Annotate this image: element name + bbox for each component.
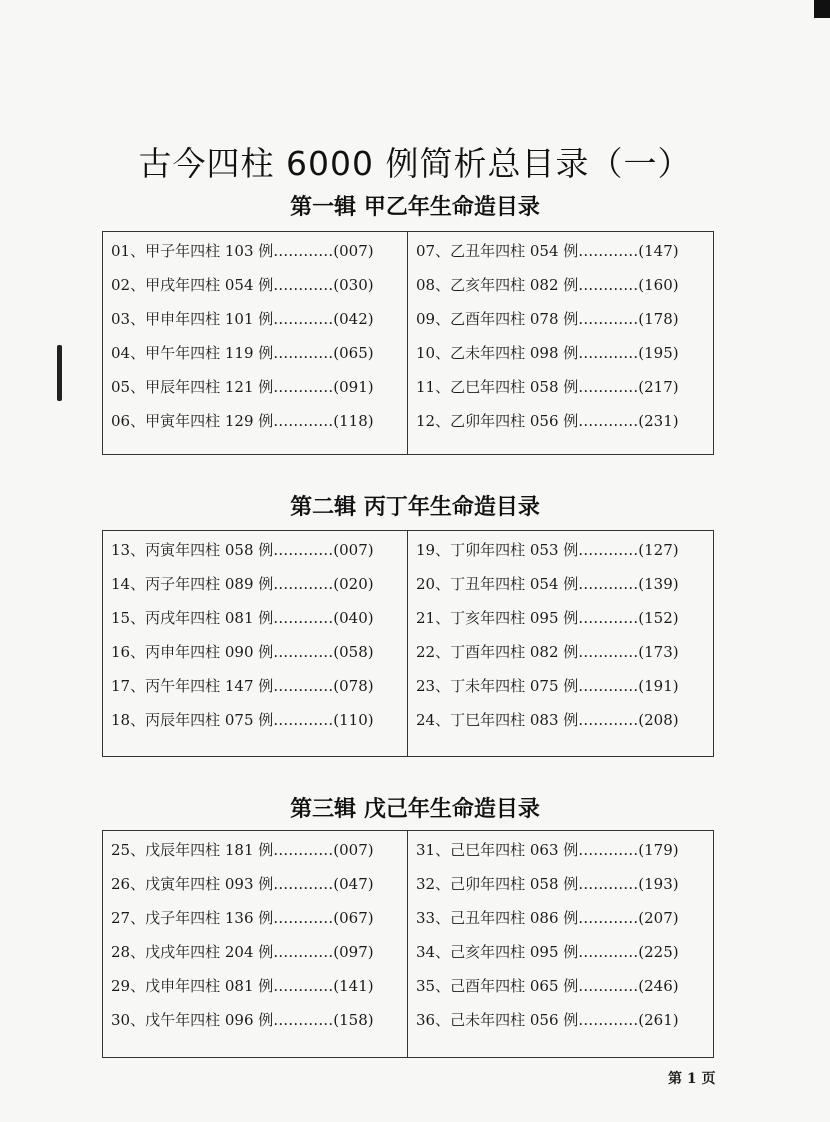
- toc-entry-page: (141): [333, 977, 374, 995]
- toc-entry-separator: 、: [130, 242, 146, 260]
- toc-entry-name: 乙丑年四柱 054 例: [450, 242, 579, 260]
- toc-entry-name: 丁酉年四柱 082 例: [450, 643, 579, 661]
- toc-entry-page: (118): [333, 412, 374, 430]
- toc-entry-separator: 、: [130, 412, 146, 430]
- scan-margin-mark: [57, 345, 62, 401]
- toc-leader-dots: …………: [578, 310, 639, 328]
- toc-entry-name: 己巳年四柱 063 例: [450, 841, 579, 859]
- toc-entry-page: (179): [638, 841, 679, 859]
- toc-entry-separator: 、: [435, 412, 451, 430]
- toc-entry-name: 甲子年四柱 103 例: [145, 242, 274, 260]
- toc-entry-name: 乙卯年四柱 056 例: [450, 412, 579, 430]
- toc-entry-page: (067): [333, 909, 374, 927]
- toc-entry: [111, 370, 407, 404]
- toc-entry-separator: 、: [435, 977, 451, 995]
- scan-corner-mark: [814, 0, 830, 18]
- toc-entry: [111, 268, 407, 302]
- toc-entry: [416, 635, 713, 669]
- toc-entry-separator: 、: [130, 344, 146, 362]
- toc-entry-number: 10: [416, 344, 436, 362]
- toc-entry-page: (097): [333, 943, 374, 961]
- section-3-left-column: [103, 831, 408, 1057]
- section-2-left-column: [103, 531, 408, 756]
- toc-leader-dots: …………: [578, 276, 639, 294]
- toc-entry-number: 29: [111, 977, 131, 995]
- toc-entry: [111, 567, 407, 601]
- toc-entry-number: 08: [416, 276, 436, 294]
- toc-entry-name: 丁未年四柱 075 例: [450, 677, 579, 695]
- toc-entry: [111, 533, 407, 567]
- toc-leader-dots: …………: [578, 841, 639, 859]
- toc-entry-number: 20: [416, 575, 436, 593]
- toc-entry-separator: 、: [130, 310, 146, 328]
- toc-entry-number: 31: [416, 841, 436, 859]
- toc-entry-separator: 、: [130, 1011, 146, 1029]
- toc-entry-separator: 、: [435, 310, 451, 328]
- toc-entry-page: (158): [333, 1011, 374, 1029]
- toc-entry-separator: 、: [435, 378, 451, 396]
- toc-entry-number: 09: [416, 310, 436, 328]
- toc-entry-page: (261): [638, 1011, 679, 1029]
- toc-entry-page: (110): [333, 711, 374, 729]
- toc-entry: [416, 567, 713, 601]
- toc-entry-separator: 、: [435, 841, 451, 859]
- toc-entry-name: 丁卯年四柱 053 例: [450, 541, 579, 559]
- toc-entry-page: (007): [333, 841, 374, 859]
- toc-entry-number: 11: [416, 378, 436, 396]
- toc-entry-number: 21: [416, 609, 436, 627]
- toc-leader-dots: …………: [273, 643, 334, 661]
- toc-leader-dots: …………: [578, 711, 639, 729]
- toc-entry-page: (030): [333, 276, 374, 294]
- toc-entry: [416, 969, 713, 1003]
- toc-entry: [416, 901, 713, 935]
- toc-entry: [111, 635, 407, 669]
- toc-entry-page: (139): [638, 575, 679, 593]
- toc-entry: [416, 268, 713, 302]
- toc-leader-dots: …………: [578, 412, 639, 430]
- toc-entry: [111, 234, 407, 268]
- toc-entry-number: 34: [416, 943, 436, 961]
- toc-entry-number: 13: [111, 541, 131, 559]
- toc-leader-dots: …………: [273, 276, 334, 294]
- toc-entry: [111, 935, 407, 969]
- section-3-toc-table: [102, 830, 714, 1058]
- toc-entry: [416, 533, 713, 567]
- toc-entry-number: 25: [111, 841, 131, 859]
- toc-entry: [416, 601, 713, 635]
- page-title: 古今四柱 6000 例简析总目录（一）: [138, 144, 692, 183]
- toc-entry-page: (160): [638, 276, 679, 294]
- toc-entry: [416, 302, 713, 336]
- toc-entry-number: 12: [416, 412, 436, 430]
- toc-entry-number: 14: [111, 575, 131, 593]
- toc-entry-separator: 、: [130, 711, 146, 729]
- toc-entry: [111, 1003, 407, 1037]
- toc-entry-name: 己卯年四柱 058 例: [450, 875, 579, 893]
- toc-entry-name: 戊戌年四柱 204 例: [145, 943, 274, 961]
- toc-leader-dots: …………: [273, 711, 334, 729]
- toc-entry-separator: 、: [130, 643, 146, 661]
- toc-entry-separator: 、: [130, 609, 146, 627]
- toc-leader-dots: …………: [578, 943, 639, 961]
- section-2-toc-table: [102, 530, 714, 757]
- toc-entry-separator: 、: [435, 242, 451, 260]
- toc-entry-separator: 、: [435, 541, 451, 559]
- toc-entry-name: 甲辰年四柱 121 例: [145, 378, 274, 396]
- toc-leader-dots: …………: [578, 344, 639, 362]
- toc-entry-page: (178): [638, 310, 679, 328]
- section-3-right-column: [408, 831, 713, 1057]
- toc-leader-dots: …………: [578, 677, 639, 695]
- toc-entry-name: 丁巳年四柱 083 例: [450, 711, 579, 729]
- toc-leader-dots: …………: [578, 977, 639, 995]
- toc-entry-page: (152): [638, 609, 679, 627]
- toc-entry-page: (208): [638, 711, 679, 729]
- toc-entry: [111, 404, 407, 438]
- toc-entry-page: (147): [638, 242, 679, 260]
- toc-entry-name: 甲戌年四柱 054 例: [145, 276, 274, 294]
- toc-leader-dots: …………: [273, 310, 334, 328]
- toc-entry-number: 07: [416, 242, 436, 260]
- toc-entry: [111, 669, 407, 703]
- toc-entry-number: 36: [416, 1011, 436, 1029]
- toc-entry-page: (020): [333, 575, 374, 593]
- toc-leader-dots: …………: [273, 242, 334, 260]
- toc-leader-dots: …………: [273, 609, 334, 627]
- toc-entry-separator: 、: [435, 677, 451, 695]
- toc-entry-number: 35: [416, 977, 436, 995]
- section-1-toc-table: [102, 231, 714, 455]
- toc-entry-page: (091): [333, 378, 374, 396]
- toc-entry-page: (193): [638, 875, 679, 893]
- toc-entry-separator: 、: [130, 541, 146, 559]
- toc-entry: [416, 336, 713, 370]
- toc-entry-number: 17: [111, 677, 131, 695]
- toc-entry: [416, 1003, 713, 1037]
- toc-entry-page: (058): [333, 643, 374, 661]
- toc-entry: [111, 703, 407, 737]
- toc-entry-number: 27: [111, 909, 131, 927]
- toc-entry-name: 丁亥年四柱 095 例: [450, 609, 579, 627]
- toc-entry-number: 04: [111, 344, 131, 362]
- toc-entry-page: (207): [638, 909, 679, 927]
- toc-entry-page: (007): [333, 242, 374, 260]
- toc-entry-separator: 、: [130, 909, 146, 927]
- toc-entry-separator: 、: [130, 575, 146, 593]
- toc-leader-dots: …………: [273, 677, 334, 695]
- toc-entry: [111, 336, 407, 370]
- toc-entry-name: 己酉年四柱 065 例: [450, 977, 579, 995]
- toc-entry-page: (217): [638, 378, 679, 396]
- toc-entry-name: 甲申年四柱 101 例: [145, 310, 274, 328]
- toc-leader-dots: …………: [578, 609, 639, 627]
- toc-entry-separator: 、: [130, 943, 146, 961]
- section-2-title: 第二辑 丙丁年生命造目录: [290, 495, 540, 520]
- toc-entry-name: 戊申年四柱 081 例: [145, 977, 274, 995]
- toc-entry-page: (042): [333, 310, 374, 328]
- toc-entry-separator: 、: [130, 276, 146, 294]
- toc-entry-name: 丙申年四柱 090 例: [145, 643, 274, 661]
- toc-entry-name: 丁丑年四柱 054 例: [450, 575, 579, 593]
- toc-leader-dots: …………: [578, 643, 639, 661]
- toc-entry-name: 丙戌年四柱 081 例: [145, 609, 274, 627]
- toc-entry-separator: 、: [130, 841, 146, 859]
- toc-entry-separator: 、: [435, 344, 451, 362]
- toc-leader-dots: …………: [273, 1011, 334, 1029]
- toc-leader-dots: …………: [578, 378, 639, 396]
- toc-entry-page: (047): [333, 875, 374, 893]
- toc-entry: [416, 833, 713, 867]
- section-3-title: 第三辑 戊己年生命造目录: [290, 797, 540, 822]
- toc-entry-number: 32: [416, 875, 436, 893]
- toc-entry-name: 乙未年四柱 098 例: [450, 344, 579, 362]
- toc-entry-number: 19: [416, 541, 436, 559]
- toc-entry-separator: 、: [435, 875, 451, 893]
- toc-entry-page: (127): [638, 541, 679, 559]
- toc-entry-number: 02: [111, 276, 131, 294]
- toc-entry-name: 丙子年四柱 089 例: [145, 575, 274, 593]
- toc-entry-number: 28: [111, 943, 131, 961]
- toc-entry-page: (065): [333, 344, 374, 362]
- toc-entry-name: 乙巳年四柱 058 例: [450, 378, 579, 396]
- toc-entry-number: 23: [416, 677, 436, 695]
- toc-entry-number: 30: [111, 1011, 131, 1029]
- toc-leader-dots: …………: [578, 541, 639, 559]
- toc-entry-page: (231): [638, 412, 679, 430]
- toc-entry: [111, 901, 407, 935]
- toc-entry-page: (191): [638, 677, 679, 695]
- toc-leader-dots: …………: [273, 575, 334, 593]
- toc-entry-separator: 、: [435, 909, 451, 927]
- toc-entry-separator: 、: [435, 575, 451, 593]
- toc-entry: [111, 302, 407, 336]
- toc-entry-number: 24: [416, 711, 436, 729]
- toc-entry: [416, 404, 713, 438]
- toc-entry-name: 丙辰年四柱 075 例: [145, 711, 274, 729]
- toc-entry-number: 01: [111, 242, 131, 260]
- toc-entry-number: 05: [111, 378, 131, 396]
- toc-entry: [111, 601, 407, 635]
- toc-entry-name: 戊寅年四柱 093 例: [145, 875, 274, 893]
- toc-entry-name: 己未年四柱 056 例: [450, 1011, 579, 1029]
- toc-entry-name: 戊子年四柱 136 例: [145, 909, 274, 927]
- toc-entry-number: 06: [111, 412, 131, 430]
- toc-entry-separator: 、: [435, 276, 451, 294]
- toc-leader-dots: …………: [273, 344, 334, 362]
- toc-entry-separator: 、: [435, 609, 451, 627]
- toc-entry: [416, 234, 713, 268]
- toc-leader-dots: …………: [578, 1011, 639, 1029]
- toc-leader-dots: …………: [578, 909, 639, 927]
- toc-leader-dots: …………: [273, 378, 334, 396]
- toc-entry-separator: 、: [435, 643, 451, 661]
- toc-entry-name: 戊午年四柱 096 例: [145, 1011, 274, 1029]
- toc-entry-separator: 、: [130, 677, 146, 695]
- toc-entry-page: (173): [638, 643, 679, 661]
- toc-entry-separator: 、: [435, 943, 451, 961]
- toc-entry-separator: 、: [435, 1011, 451, 1029]
- toc-entry-number: 03: [111, 310, 131, 328]
- toc-entry-name: 丙寅年四柱 058 例: [145, 541, 274, 559]
- toc-entry-page: (246): [638, 977, 679, 995]
- toc-leader-dots: …………: [578, 875, 639, 893]
- toc-leader-dots: …………: [273, 977, 334, 995]
- toc-entry-number: 33: [416, 909, 436, 927]
- toc-entry: [111, 969, 407, 1003]
- toc-entry-name: 乙酉年四柱 078 例: [450, 310, 579, 328]
- toc-entry-separator: 、: [435, 711, 451, 729]
- toc-leader-dots: …………: [273, 909, 334, 927]
- toc-entry: [416, 867, 713, 901]
- toc-entry: [111, 867, 407, 901]
- toc-entry-separator: 、: [130, 378, 146, 396]
- toc-entry-number: 15: [111, 609, 131, 627]
- toc-entry-number: 18: [111, 711, 131, 729]
- toc-entry-separator: 、: [130, 875, 146, 893]
- toc-entry: [416, 935, 713, 969]
- toc-leader-dots: …………: [273, 841, 334, 859]
- toc-entry-page: (040): [333, 609, 374, 627]
- toc-leader-dots: …………: [273, 412, 334, 430]
- toc-leader-dots: …………: [578, 242, 639, 260]
- toc-entry-number: 22: [416, 643, 436, 661]
- toc-entry-name: 己丑年四柱 086 例: [450, 909, 579, 927]
- toc-entry-number: 26: [111, 875, 131, 893]
- section-1-left-column: [103, 232, 408, 454]
- toc-entry: [416, 669, 713, 703]
- toc-leader-dots: …………: [273, 541, 334, 559]
- section-1-right-column: [408, 232, 713, 454]
- toc-entry-separator: 、: [130, 977, 146, 995]
- page-number: 第 1 页: [668, 1071, 716, 1087]
- section-2-right-column: [408, 531, 713, 756]
- toc-leader-dots: …………: [273, 943, 334, 961]
- toc-entry-page: (007): [333, 541, 374, 559]
- toc-entry-name: 乙亥年四柱 082 例: [450, 276, 579, 294]
- toc-entry-name: 甲寅年四柱 129 例: [145, 412, 274, 430]
- section-1-title: 第一辑 甲乙年生命造目录: [290, 195, 540, 220]
- toc-entry-number: 16: [111, 643, 131, 661]
- toc-entry-page: (195): [638, 344, 679, 362]
- toc-entry: [416, 703, 713, 737]
- toc-leader-dots: …………: [273, 875, 334, 893]
- toc-entry-page: (078): [333, 677, 374, 695]
- toc-entry-name: 己亥年四柱 095 例: [450, 943, 579, 961]
- toc-entry: [416, 370, 713, 404]
- toc-leader-dots: …………: [578, 575, 639, 593]
- toc-entry-name: 丙午年四柱 147 例: [145, 677, 274, 695]
- toc-entry-name: 甲午年四柱 119 例: [145, 344, 274, 362]
- toc-entry-name: 戊辰年四柱 181 例: [145, 841, 274, 859]
- toc-entry-page: (225): [638, 943, 679, 961]
- toc-entry: [111, 833, 407, 867]
